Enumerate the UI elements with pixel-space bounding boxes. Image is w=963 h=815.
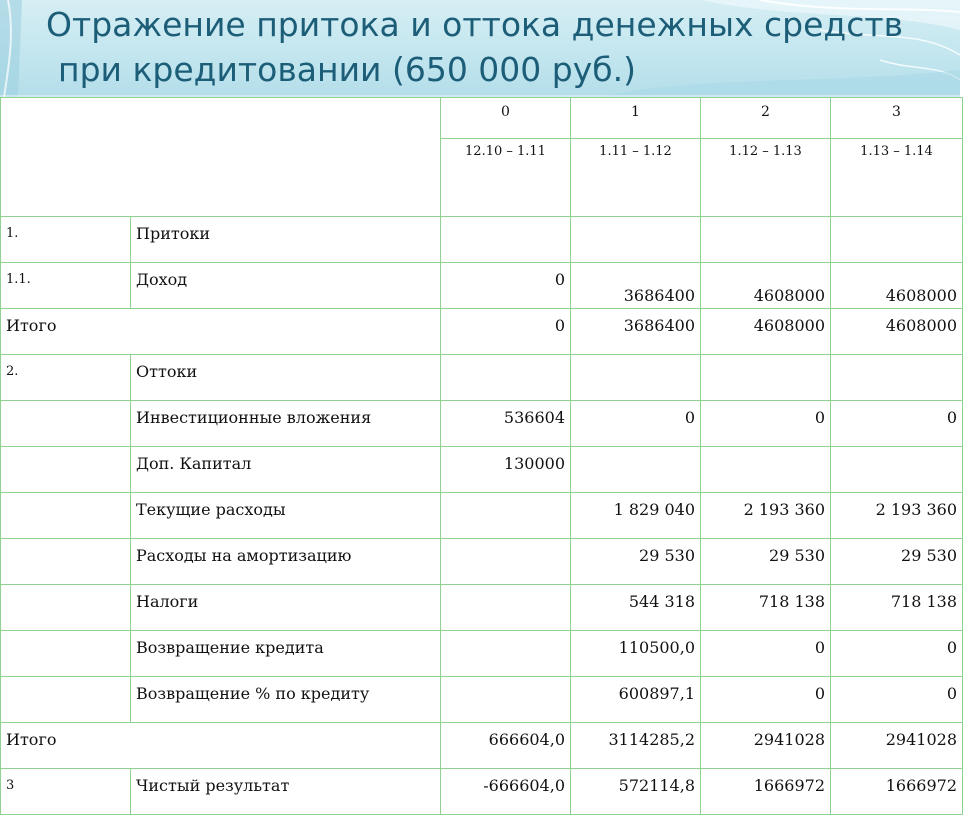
cell-empty (441, 585, 571, 631)
cell-empty (831, 447, 963, 493)
cell-empty (571, 355, 701, 401)
table-row-interest-return (1, 677, 963, 723)
row-label: Расходы на амортизацию (131, 539, 441, 585)
row-index: 1. (1, 217, 131, 263)
row-label: Возвращение % по кредиту (131, 677, 441, 723)
row-label: Текущие расходы (131, 493, 441, 539)
row-label: Притоки (131, 217, 441, 263)
cell-value: 4608000 (701, 263, 831, 309)
cell-value: 1 829 040 (571, 493, 701, 539)
cell-value: 536604 (441, 401, 571, 447)
cell-empty (1, 401, 131, 447)
cell-empty (441, 355, 571, 401)
range-2: 1.12 – 1.13 (701, 139, 831, 217)
cashflow-table-container (0, 97, 960, 795)
cell-value: 0 (441, 263, 571, 309)
table-row-taxes (1, 585, 963, 631)
cell-value: 572114,8 (571, 769, 701, 815)
cell-empty (701, 217, 831, 263)
cell-value: 4608000 (831, 263, 963, 309)
row-label: Инвестиционные вложения (131, 401, 441, 447)
cell-value: 0 (831, 677, 963, 723)
slide-header (0, 0, 960, 97)
cell-value: 0 (571, 401, 701, 447)
cell-value: 29 530 (831, 539, 963, 585)
row-label: Чистый результат (131, 769, 441, 815)
cashflow-table (0, 97, 963, 815)
cell-empty (441, 217, 571, 263)
table-header-periods (1, 98, 963, 139)
cell-value: 1666972 (701, 769, 831, 815)
cell-value: 0 (701, 677, 831, 723)
cell-value: 29 530 (701, 539, 831, 585)
period-1: 1 (571, 98, 701, 139)
row-label: Итого (1, 723, 441, 769)
cell-value: 0 (441, 309, 571, 355)
row-index: 2. (1, 355, 131, 401)
row-index: 3 (1, 769, 131, 815)
cell-empty (831, 355, 963, 401)
cell-empty (1, 447, 131, 493)
cell-value: 3114285,2 (571, 723, 701, 769)
cell-empty (1, 631, 131, 677)
cell-value: 3686400 (571, 309, 701, 355)
cell-value: 4608000 (831, 309, 963, 355)
slide-title-line-1: Отражение притока и оттока денежных средств (46, 5, 904, 44)
range-3: 1.13 – 1.14 (831, 139, 963, 217)
table-row-inflows (1, 217, 963, 263)
cell-value: 130000 (441, 447, 571, 493)
cell-empty (441, 631, 571, 677)
cell-value: 666604,0 (441, 723, 571, 769)
cell-empty (701, 355, 831, 401)
row-label: Итого (1, 309, 441, 355)
cell-empty (831, 217, 963, 263)
cell-value: 2 193 360 (831, 493, 963, 539)
cell-empty (441, 493, 571, 539)
cell-value: 110500,0 (571, 631, 701, 677)
period-2: 2 (701, 98, 831, 139)
cell-empty (571, 447, 701, 493)
cell-empty (1, 539, 131, 585)
cell-empty (701, 447, 831, 493)
cell-empty (441, 677, 571, 723)
table-row-total-outflows (1, 723, 963, 769)
table-row-net-result (1, 769, 963, 815)
cell-value: 4608000 (701, 309, 831, 355)
cell-value: 29 530 (571, 539, 701, 585)
cell-value: 600897,1 (571, 677, 701, 723)
table-row-investment (1, 401, 963, 447)
cell-value: 2941028 (701, 723, 831, 769)
cell-empty (1, 677, 131, 723)
cell-value: 718 138 (831, 585, 963, 631)
cell-value: 0 (701, 631, 831, 677)
cell-value: 0 (701, 401, 831, 447)
table-row-loan-return (1, 631, 963, 677)
row-label: Налоги (131, 585, 441, 631)
table-row-outflows (1, 355, 963, 401)
table-row-capital (1, 447, 963, 493)
cell-empty (441, 539, 571, 585)
cell-empty (571, 217, 701, 263)
row-label: Оттоки (131, 355, 441, 401)
range-0: 12.10 – 1.11 (441, 139, 571, 217)
header-blank-cell (1, 98, 441, 217)
row-label: Доход (131, 263, 441, 309)
period-0: 0 (441, 98, 571, 139)
cell-value: 3686400 (571, 263, 701, 309)
cell-value: 2 193 360 (701, 493, 831, 539)
cell-empty (1, 493, 131, 539)
table-row-current-expenses (1, 493, 963, 539)
cell-value: -666604,0 (441, 769, 571, 815)
table-row-income (1, 263, 963, 309)
table-row-total-inflows (1, 309, 963, 355)
cell-value: 0 (831, 631, 963, 677)
row-label: Доп. Капитал (131, 447, 441, 493)
range-1: 1.11 – 1.12 (571, 139, 701, 217)
cell-value: 0 (831, 401, 963, 447)
cell-empty (1, 585, 131, 631)
cell-value: 1666972 (831, 769, 963, 815)
cell-value: 544 318 (571, 585, 701, 631)
period-3: 3 (831, 98, 963, 139)
row-index: 1.1. (1, 263, 131, 309)
slide-title-line-2: при кредитовании (650 000 руб.) (58, 50, 636, 89)
cell-value: 2941028 (831, 723, 963, 769)
row-label: Возвращение кредита (131, 631, 441, 677)
cell-value: 718 138 (701, 585, 831, 631)
table-row-amortization (1, 539, 963, 585)
